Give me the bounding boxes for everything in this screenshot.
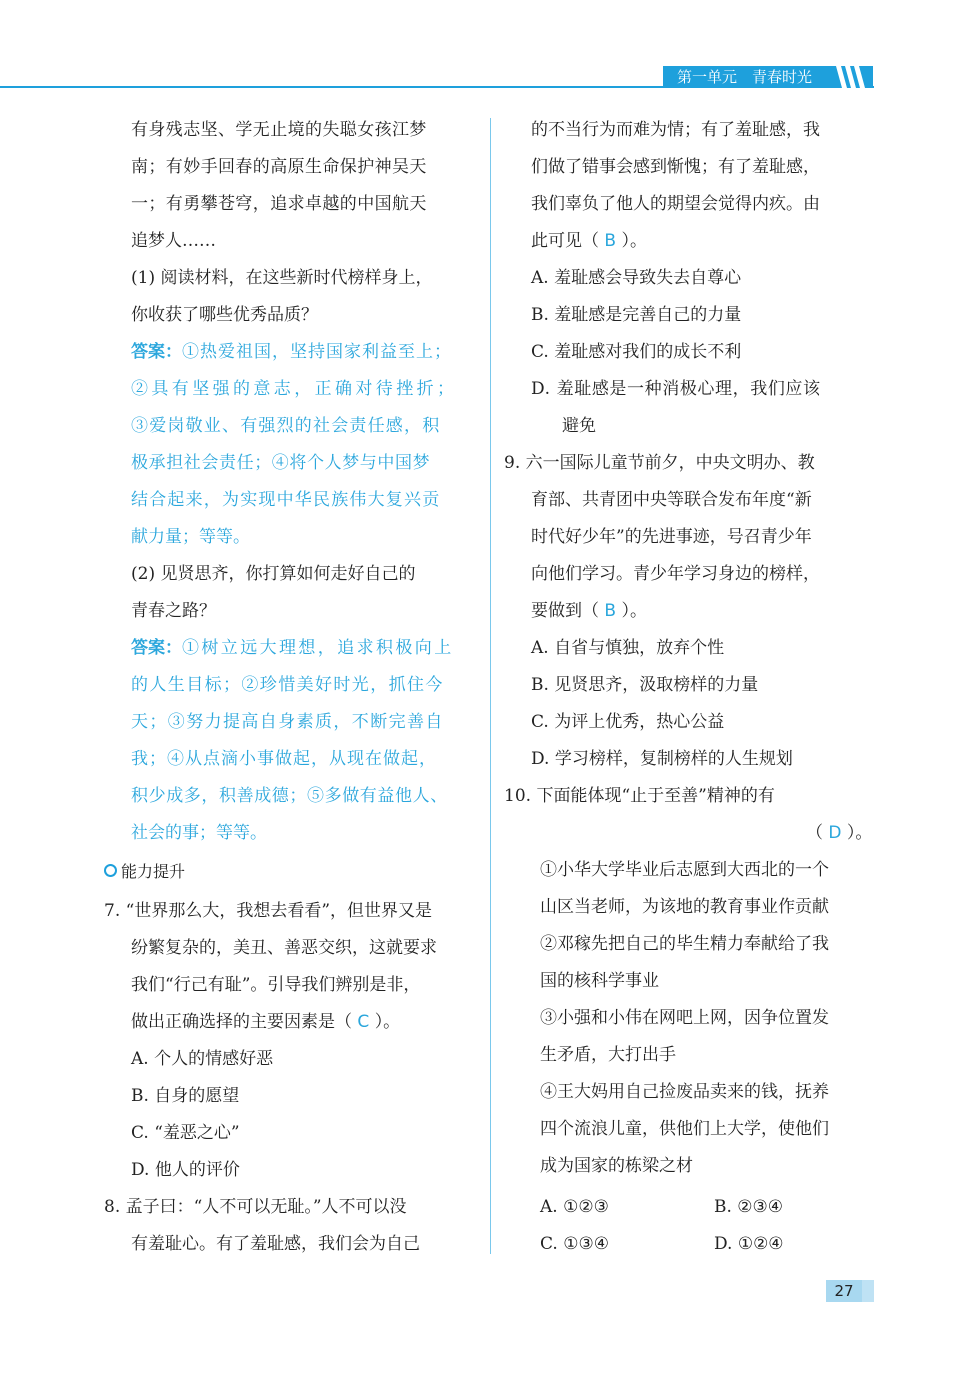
q7-answer: C xyxy=(357,1012,370,1032)
circle-bullet-icon xyxy=(104,864,117,877)
material-line: 有身残志坚、学无止境的失聪女孩江梦 xyxy=(131,120,427,140)
q10-item: ③小强和小伟在网吧上网，因争位置发 xyxy=(540,1008,829,1028)
material-line: 追梦人…… xyxy=(131,231,216,251)
q10-line: 10. 下面能体现“止于至善”精神的有 xyxy=(504,786,775,806)
q9-answer: B xyxy=(604,601,617,621)
q10-option: A. ①②③ xyxy=(540,1197,609,1217)
q7-close: ）。 xyxy=(374,1012,401,1032)
q8-line: 8. 孟子曰：“人不可以无耻。”人不可以没 xyxy=(104,1197,407,1217)
answer-line: 我；④从点滴小事做起，从现在做起， xyxy=(131,749,437,769)
q1-line: (1) 阅读材料，在这些新时代榜样身上， xyxy=(131,268,433,288)
q9-prompt xyxy=(531,593,647,630)
q2-line: (2) 见贤思齐，你打算如何走好自己的 xyxy=(131,564,416,584)
stripes-decoration-icon xyxy=(832,66,872,88)
page-header xyxy=(0,66,979,88)
q8-line: 我们辜负了他人的期望会觉得内疚。由 xyxy=(531,194,820,214)
section-title: 能力提升 xyxy=(121,862,186,881)
q9-close: ）。 xyxy=(621,601,647,621)
q8-option: D. 羞耻感是一种消极心理，我们应该 xyxy=(531,379,821,399)
q7-prompt xyxy=(131,1004,400,1041)
q9-option: C. 为评上优秀，热心公益 xyxy=(531,712,725,732)
q8-prompt xyxy=(531,223,647,260)
column-divider xyxy=(490,118,491,1254)
q9-line: 向他们学习。青少年学习身边的榜样， xyxy=(531,564,820,584)
page-number: 27 xyxy=(826,1280,862,1302)
answer-line: ②具有坚强的意志，正确对待挫折； xyxy=(131,379,458,399)
answer-line: 献力量；等等。 xyxy=(131,527,250,547)
answer-label: 答案： xyxy=(131,342,182,362)
q8-option: B. 羞耻感是完善自己的力量 xyxy=(531,305,742,325)
unit-title: 第一单元 青春时光 xyxy=(677,68,813,86)
q7-option: B. 自身的愿望 xyxy=(131,1086,240,1106)
q10-close: ）。 xyxy=(846,823,873,843)
answer-line: 的人生目标；②珍惜美好时光，抓住今 xyxy=(131,675,444,695)
answer-line: ①热爱祖国，坚持国家利益至上； xyxy=(182,342,452,362)
q9-line: 育部、共青团中央等联合发布年度“新 xyxy=(531,490,812,510)
q7-option: C. “羞恶之心” xyxy=(131,1123,240,1143)
q8-option: A. 羞耻感会导致失去自尊心 xyxy=(531,268,742,288)
q10-open: （ xyxy=(806,823,823,843)
q10-item: 四个流浪儿童，供他们上大学，使他们 xyxy=(540,1119,829,1139)
q10-option: C. ①③④ xyxy=(540,1234,609,1254)
q10-prompt xyxy=(806,815,872,852)
answer-line: ③爱岗敬业、有强烈的社会责任感，积 xyxy=(131,416,441,436)
q2-line: 青春之路？ xyxy=(131,601,216,621)
q10-item: 生矛盾，大打出手 xyxy=(540,1045,676,1065)
q7-option: A. 个人的情感好恶 xyxy=(131,1049,274,1069)
q9-option: A. 自省与慎独，放弃个性 xyxy=(531,638,725,658)
q9-line: 时代好少年”的先进事迹，号召青少年 xyxy=(531,527,812,547)
q7-prompt-text: 做出正确选择的主要因素是（ xyxy=(131,1012,352,1032)
q9-prompt-text: 要做到（ xyxy=(531,601,599,621)
q10-option: D. ①②④ xyxy=(714,1234,784,1254)
answer-line: ①树立远大理想，追求积极向上 xyxy=(182,638,454,658)
material-line: 一；有勇攀苍穹，追求卓越的中国航天 xyxy=(131,194,427,214)
section-heading xyxy=(104,858,185,886)
q8-answer: B xyxy=(604,231,617,251)
q10-answer: D xyxy=(828,823,842,843)
q1-line: 你收获了哪些优秀品质？ xyxy=(131,305,318,325)
q10-item: ②邓稼先把自己的毕生精力奉献给了我 xyxy=(540,934,829,954)
material-line: 南；有妙手回春的高原生命保护神吴天 xyxy=(131,157,427,177)
q10-item: ①小华大学毕业后志愿到大西北的一个 xyxy=(540,860,829,880)
q9-option: B. 见贤思齐，汲取榜样的力量 xyxy=(531,675,759,695)
q8-option: C. 羞耻感对我们的成长不利 xyxy=(531,342,742,362)
answer-line: 积少成多，积善成德；⑤多做有益他人、 xyxy=(131,786,448,806)
q8-close: ）。 xyxy=(621,231,647,251)
q8-prompt-text: 此可见（ xyxy=(531,231,599,251)
q7-line: 我们“行己有耻”。引导我们辨别是非， xyxy=(131,975,421,995)
page-number-box xyxy=(826,1280,874,1302)
q7-line: 纷繁复杂的，美丑、善恶交织，这就要求 xyxy=(131,938,437,958)
q8-line: 有羞耻心。有了羞耻感，我们会为自己 xyxy=(131,1234,420,1254)
q9-option: D. 学习榜样，复制榜样的人生规划 xyxy=(531,749,793,769)
q9-line: 9. 六一国际儿童节前夕，中央文明办、教 xyxy=(504,453,815,473)
answer-line: 结合起来，为实现中华民族伟大复兴贡 xyxy=(131,490,441,510)
q8-line: 的不当行为而难为情；有了羞耻感，我 xyxy=(531,120,820,140)
q8-option-cont: 避免 xyxy=(562,416,596,436)
answer-line: 天；③努力提高自身素质，不断完善自 xyxy=(131,712,444,732)
q7-option: D. 他人的评价 xyxy=(131,1160,240,1180)
q8-line: 们做了错事会感到惭愧；有了羞耻感， xyxy=(531,157,820,177)
q10-option: B. ②③④ xyxy=(714,1197,784,1217)
answer-line: 极承担社会责任；④将个人梦与中国梦 xyxy=(131,453,431,473)
q7-line: 7. “世界那么大，我想去看看”，但世界又是 xyxy=(104,901,433,921)
answer-label: 答案： xyxy=(131,638,182,658)
answer-line: 社会的事；等等。 xyxy=(131,823,267,843)
q10-item: 成为国家的栋梁之材 xyxy=(540,1156,693,1176)
q10-item: ④王大妈用自己捡废品卖来的钱，抚养 xyxy=(540,1082,829,1102)
q10-item: 国的核科学事业 xyxy=(540,971,659,991)
q10-item: 山区当老师，为该地的教育事业作贡献 xyxy=(540,897,829,917)
